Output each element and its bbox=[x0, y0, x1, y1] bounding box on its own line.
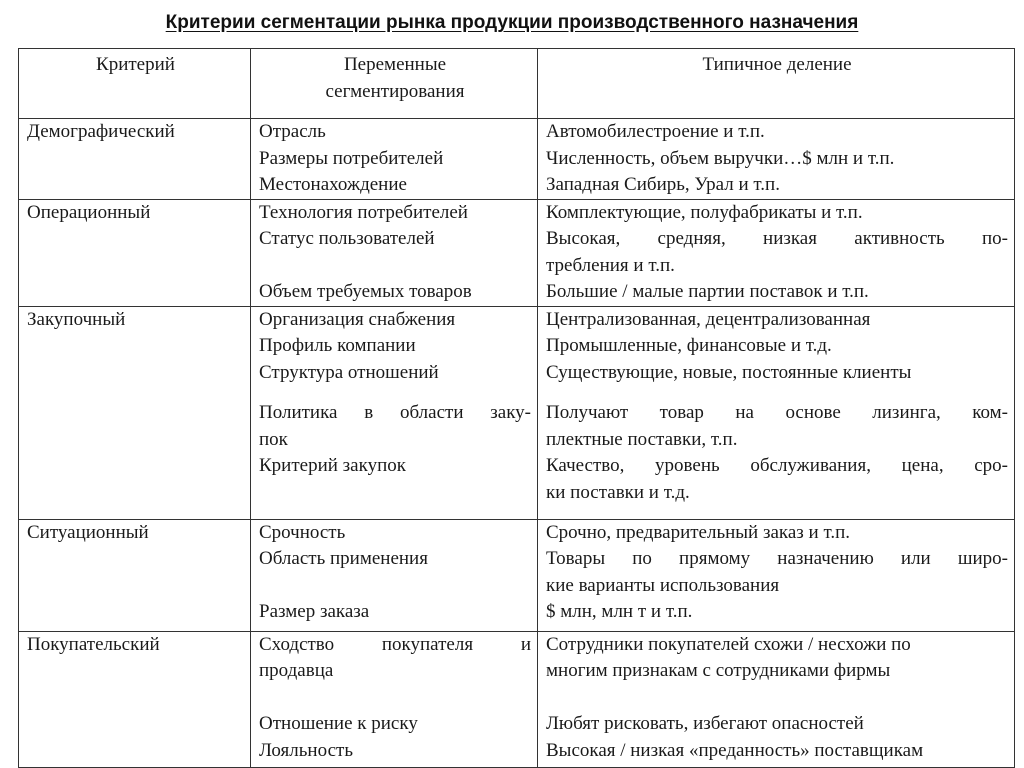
header-division-text: Типичное деление bbox=[702, 54, 852, 75]
division-item: Западная Сибирь, Урал и т.п. bbox=[546, 174, 780, 195]
division-item: Высокая / низкая «преданность» поставщикам bbox=[546, 739, 924, 761]
variables-cell bbox=[251, 119, 538, 200]
division-cell bbox=[538, 306, 1015, 519]
criteria-table bbox=[18, 48, 1015, 768]
criterion-demographic: Демографический bbox=[27, 121, 175, 142]
division-cell bbox=[538, 119, 1015, 200]
division-item: Товары по прямому назначению или широ- bbox=[546, 548, 1008, 569]
variables-cell bbox=[251, 631, 538, 767]
division-item: Качество, уровень обслуживания, цена, сро- bbox=[546, 455, 1008, 476]
division-item: многим признакам с сотрудниками фирмы bbox=[546, 660, 891, 681]
criterion-situational: Ситуационный bbox=[27, 521, 149, 543]
variable-item: Политика в области заку- bbox=[259, 402, 531, 423]
division-item: Высокая, средняя, низкая активность по- bbox=[546, 228, 1008, 249]
header-criterion-text: Критерий bbox=[96, 54, 175, 75]
criterion-cell bbox=[19, 631, 251, 767]
division-item: Любят рисковать, избегают опасностей bbox=[546, 713, 864, 734]
division-cell bbox=[538, 631, 1015, 767]
division-item: Промышленные, финансовые и т.д. bbox=[546, 335, 832, 356]
variable-item: Отрасль bbox=[259, 121, 326, 142]
variable-item: Сходство покупателя и bbox=[259, 633, 531, 655]
table-row bbox=[19, 199, 1015, 306]
variable-item: Технология потребителей bbox=[259, 201, 468, 223]
document-title bbox=[0, 12, 1024, 34]
variables-cell bbox=[251, 306, 538, 519]
division-item: требления и т.п. bbox=[546, 254, 675, 276]
variable-item: Профиль компании bbox=[259, 335, 416, 356]
criterion-buyer: Покупательский bbox=[27, 633, 160, 655]
criterion-cell bbox=[19, 306, 251, 519]
header-variables bbox=[251, 49, 538, 119]
variable-item: Организация снабжения bbox=[259, 308, 456, 330]
table-row bbox=[19, 519, 1015, 631]
division-cell bbox=[538, 519, 1015, 631]
division-item: Существующие, новые, постоянные клиенты bbox=[546, 361, 912, 383]
variable-item: Область применения bbox=[259, 548, 428, 569]
division-item: Комплектующие, полуфабрикаты и т.п. bbox=[546, 201, 863, 223]
division-item: Централизованная, децентрализованная bbox=[546, 308, 871, 330]
division-item: кие варианты использования bbox=[546, 574, 780, 596]
criterion-cell bbox=[19, 519, 251, 631]
criterion-cell bbox=[19, 119, 251, 200]
variables-cell bbox=[251, 519, 538, 631]
variable-item: Местонахождение bbox=[259, 174, 407, 195]
title-text: Критерии сегментации рынка продукции производственного назначения bbox=[165, 12, 859, 33]
table-row bbox=[19, 119, 1015, 200]
division-item: Большие / малые партии поставок и т.п. bbox=[546, 281, 869, 302]
variable-item: Критерий закупок bbox=[259, 455, 406, 476]
variable-item: Объем требуемых товаров bbox=[259, 281, 472, 302]
header-row bbox=[19, 49, 1015, 119]
table-row bbox=[19, 306, 1015, 519]
variable-item: Лояльность bbox=[259, 739, 353, 761]
criterion-cell bbox=[19, 199, 251, 306]
division-item: Сотрудники покупателей схожи / несхожи по bbox=[546, 633, 911, 655]
variables-cell bbox=[251, 199, 538, 306]
variable-item: Размеры потребителей bbox=[259, 147, 444, 169]
division-cell bbox=[538, 199, 1015, 306]
header-variables-line2: сегментирования bbox=[325, 80, 465, 102]
division-item: плектные поставки, т.п. bbox=[546, 428, 738, 450]
variable-item: Структура отношений bbox=[259, 361, 439, 383]
header-variables-line1: Переменные bbox=[343, 54, 447, 75]
variable-item: Отношение к риску bbox=[259, 713, 418, 734]
variable-item: пок bbox=[259, 428, 288, 450]
variable-item: Размер заказа bbox=[259, 601, 370, 622]
variable-item: продавца bbox=[259, 660, 334, 681]
division-item: Получают товар на основе лизинга, ком- bbox=[546, 402, 1008, 423]
table-row bbox=[19, 631, 1015, 767]
division-item: $ млн, млн т и т.п. bbox=[546, 601, 693, 622]
variable-item: Срочность bbox=[259, 521, 346, 543]
division-item: ки поставки и т.д. bbox=[546, 481, 690, 503]
variable-item: Статус пользователей bbox=[259, 228, 435, 249]
division-item: Численность, объем выручки…$ млн и т.п. bbox=[546, 147, 895, 169]
header-criterion bbox=[19, 49, 251, 119]
division-item: Срочно, предварительный заказ и т.п. bbox=[546, 521, 851, 543]
criterion-purchasing: Закупочный bbox=[27, 308, 126, 330]
header-division bbox=[538, 49, 1015, 119]
division-item: Автомобилестроение и т.п. bbox=[546, 121, 765, 142]
criterion-operational: Операционный bbox=[27, 201, 151, 223]
